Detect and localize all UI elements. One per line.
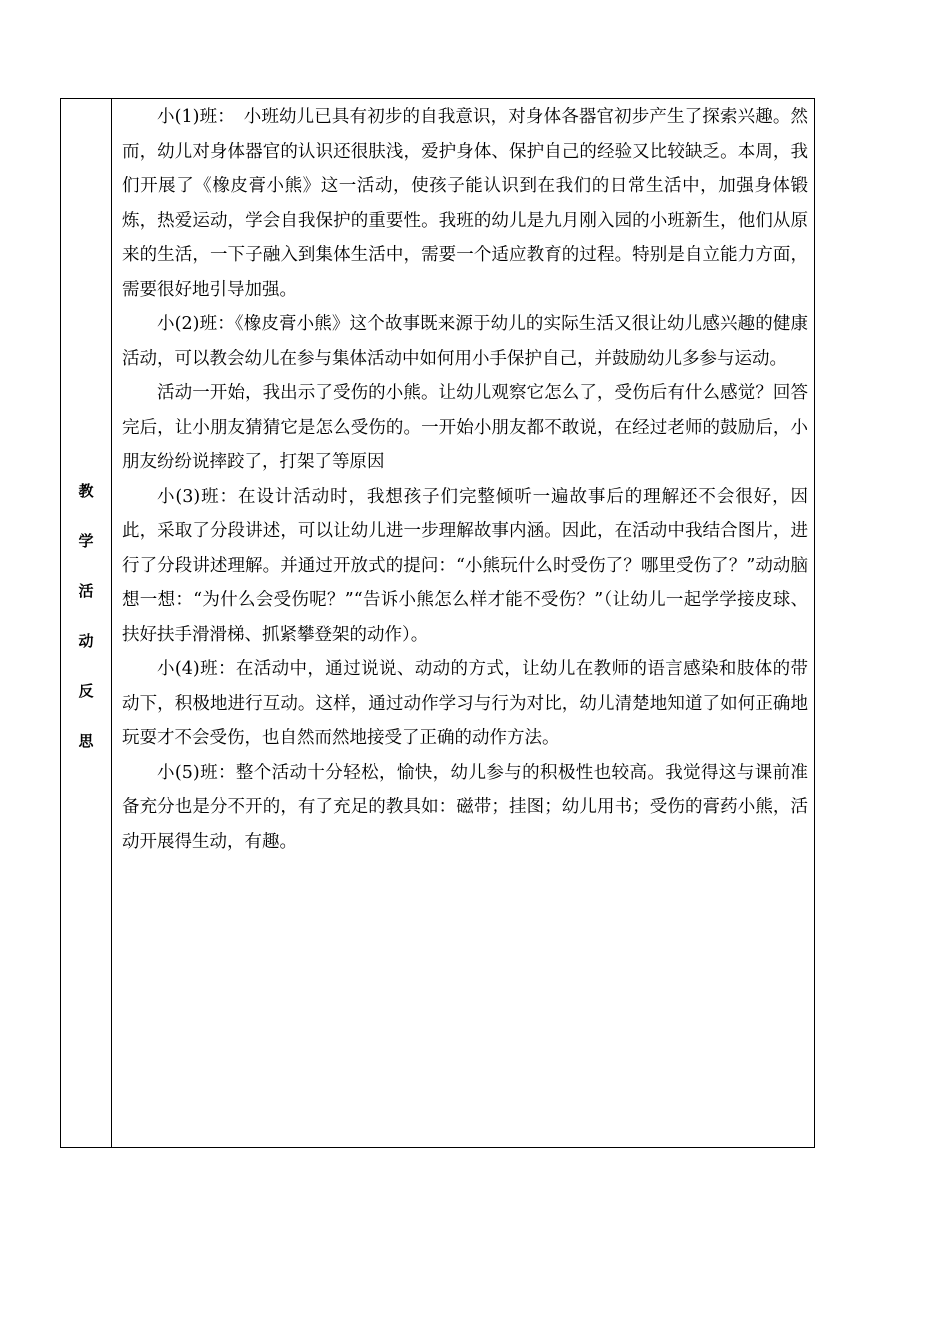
section-label-char: 反 [78,682,94,700]
section-label-char: 学 [78,532,94,550]
column-divider [111,99,112,1147]
section-label-char: 思 [78,732,94,750]
paragraph-class-2: 小(2)班：《橡皮膏小熊》这个故事既来源于幼儿的实际生活又很让幼儿感兴趣的健康活动，可以教会幼儿在参与集体活动中如何用小手保护自己，并鼓励幼儿多参与运动。 [122,314,808,369]
section-label-char: 活 [78,582,94,600]
paragraph-class-5: 小(5)班：整个活动十分轻松，愉快，幼儿参与的积极性也较高。我觉得这与课前准备充分也是分不开的，有了充足的教具如：磁带；挂图；幼儿用书；受伤的膏药小熊，活动开展得生动，有趣。 [122,762,808,852]
paragraph-class-1: 小(1)班： 小班幼儿已具有初步的自我意识，对身体各器官初步产生了探索兴趣。然而，幼儿对身体器官的认识还很肤浅，爱护身体、保护自己的经验又比较缺乏。本周，我们开展了《橡皮膏小熊》这一活动，使孩子能认识到在我们的日常生活中，加强身体锻炼，热爱运动，学会自我保护的重要性。我班的幼儿是九月刚入园的小班新生，他们从原来的生活，一下子融入到集体生活中，需要一个适应教育的过程。特别是自立能力方面，需要很好地引导加强。 [122,107,808,300]
reflection-content [122,99,808,859]
paragraph-class-3: 小(3)班：在设计活动时，我想孩子们完整倾听一遍故事后的理解还不会很好，因此，采取了分段讲述，可以让幼儿进一步理解故事内涵。因此，在活动中我结合图片，进行了分段讲述理解。并通过开放式的提问：“小熊玩什么时受伤了？哪里受伤了？”动动脑想一想：“为什么会受伤呢？”“告诉小熊怎么样才能不受伤？”（让幼儿一起学学接皮球、扶好扶手滑滑梯、抓紧攀登架的动作）。 [122,486,808,645]
section-label-teaching-reflection [61,484,111,784]
paragraph-class-4: 小(4)班：在活动中，通过说说、动动的方式，让幼儿在教师的语言感染和肢体的带动下，积极地进行互动。这样，通过动作学习与行为对比，幼儿清楚地知道了如何正确地玩耍才不会受伤，也自然而然地接受了正确的动作方法。 [122,659,808,748]
section-label-char: 教 [78,482,94,500]
section-label-char: 动 [78,632,94,650]
paragraph-activity-start: 活动一开始，我出示了受伤的小熊。让幼儿观察它怎么了，受伤后有什么感觉？回答完后，让小朋友猜猜它是怎么受伤的。一开始小朋友都不敢说，在经过老师的鼓励后，小朋友纷纷说摔跤了，打架了等原因 [122,383,808,472]
reflection-table [60,98,815,1148]
